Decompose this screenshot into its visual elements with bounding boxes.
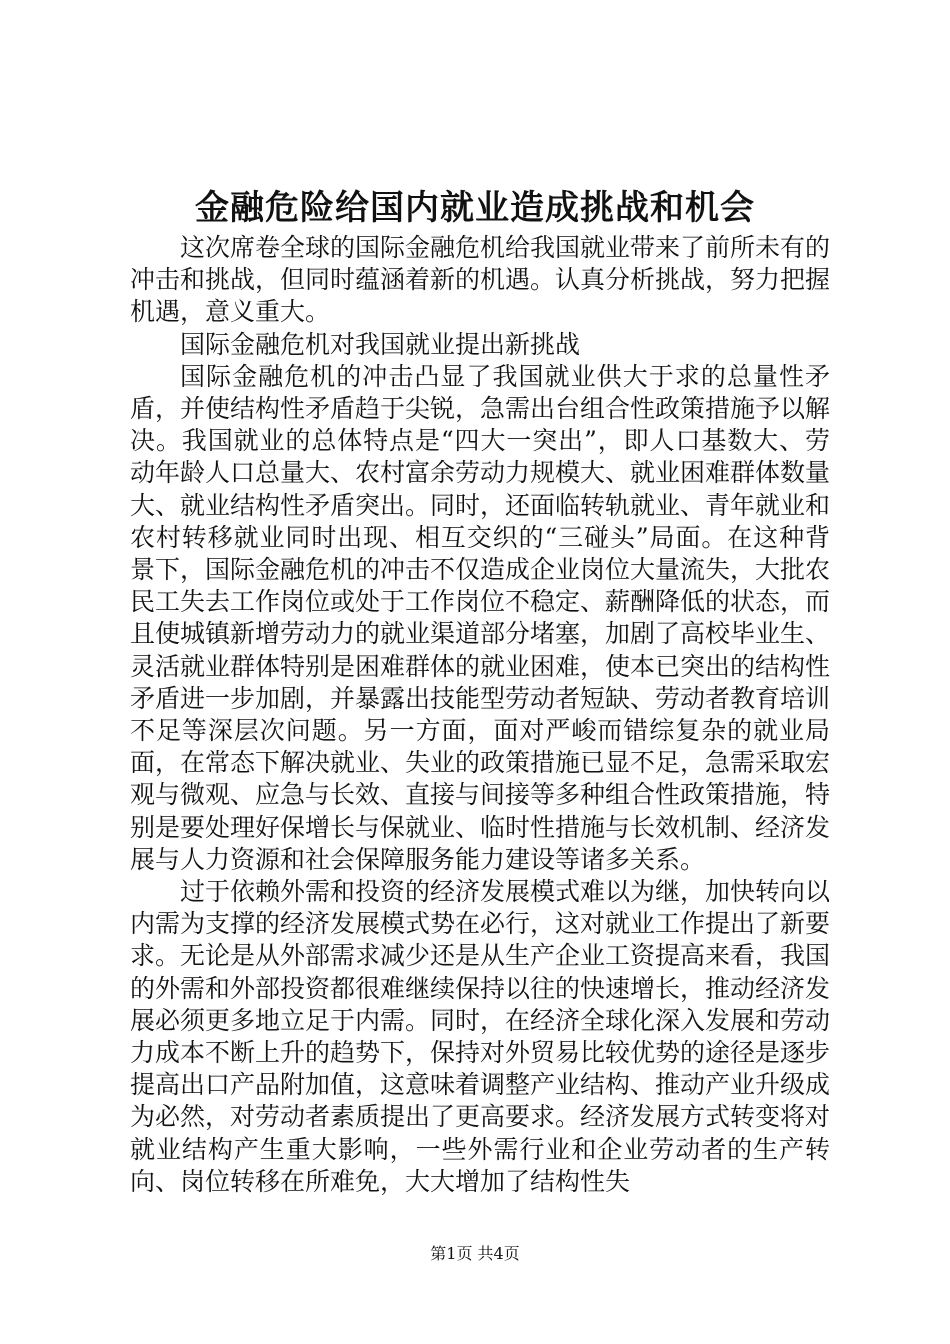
paragraph-development-model: 过于依赖外需和投资的经济发展模式难以为继，加快转向以内需为支撑的经济发展模式势在必行，这对就业工作提出了新要求。无论是从外部需求减少还是从生产企业工资提高来看，我国的外需和外部投资都很难继续保持以往的快速增长，推动经济发展必须更多地立足于内需。同时，在经济全球化深入发展和劳动力成本不断上升的趋势下，保持对外贸易比较优势的途径是逐步提高出口产品附加值，这意味着调整产业结构、推动产业升级成为必然，对劳动者素质提出了更高要求。经济发展方式转变将对就业结构产生重大影响，一些外需行业和企业劳动者的生产转向、岗位转移在所难免，大大增加了结构性失 xyxy=(130,877,831,1196)
section-heading: 国际金融危机对我国就业提出新挑战 xyxy=(180,329,581,359)
paragraph-intro: 这次席卷全球的国际金融危机给我国就业带来了前所未有的冲击和挑战，但同时蕴涵着新的机遇。认真分析挑战，努力把握机遇，意义重大。 xyxy=(130,233,831,327)
document-title: 金融危险给国内就业造成挑战和机会 xyxy=(195,188,755,228)
paragraph-challenges: 国际金融危机的冲击凸显了我国就业供大于求的总量性矛盾，并使结构性矛盾趋于尖锐，急需出台组合性政策措施予以解决。我国就业的总体特点是“四大一突出”，即人口基数大、劳动年龄人口总量大、农村富余劳动力规模大、就业困难群体数量大、就业结构性矛盾突出。同时，还面临转轨就业、青年就业和农村转移就业同时出现、相互交织的“三碰头”局面。在这种背景下，国际金融危机的冲击不仅造成企业岗位大量流失，大批农民工失去工作岗位或处于工作岗位不稳定、薪酬降低的状态，而且使城镇新增劳动力的就业渠道部分堵塞，加剧了高校毕业生、灵活就业群体特别是困难群体的就业困难，使本已突出的结构性矛盾进一步加剧，并暴露出技能型劳动者短缺、劳动者教育培训不足等深层次问题。另一方面，面对严峻而错综复杂的就业局面，在常态下解决就业、失业的政策措施已显不足，急需采取宏观与微观、应急与长效、直接与间接等多种组合性政策措施，特别是要处理好保增长与保就业、临时性措施与长效机制、经济发展与人力资源和社会保障服务能力建设等诸多关系。 xyxy=(130,361,831,874)
page-footer: 第1页 共4页 xyxy=(430,1244,520,1263)
document-body xyxy=(130,232,830,1198)
